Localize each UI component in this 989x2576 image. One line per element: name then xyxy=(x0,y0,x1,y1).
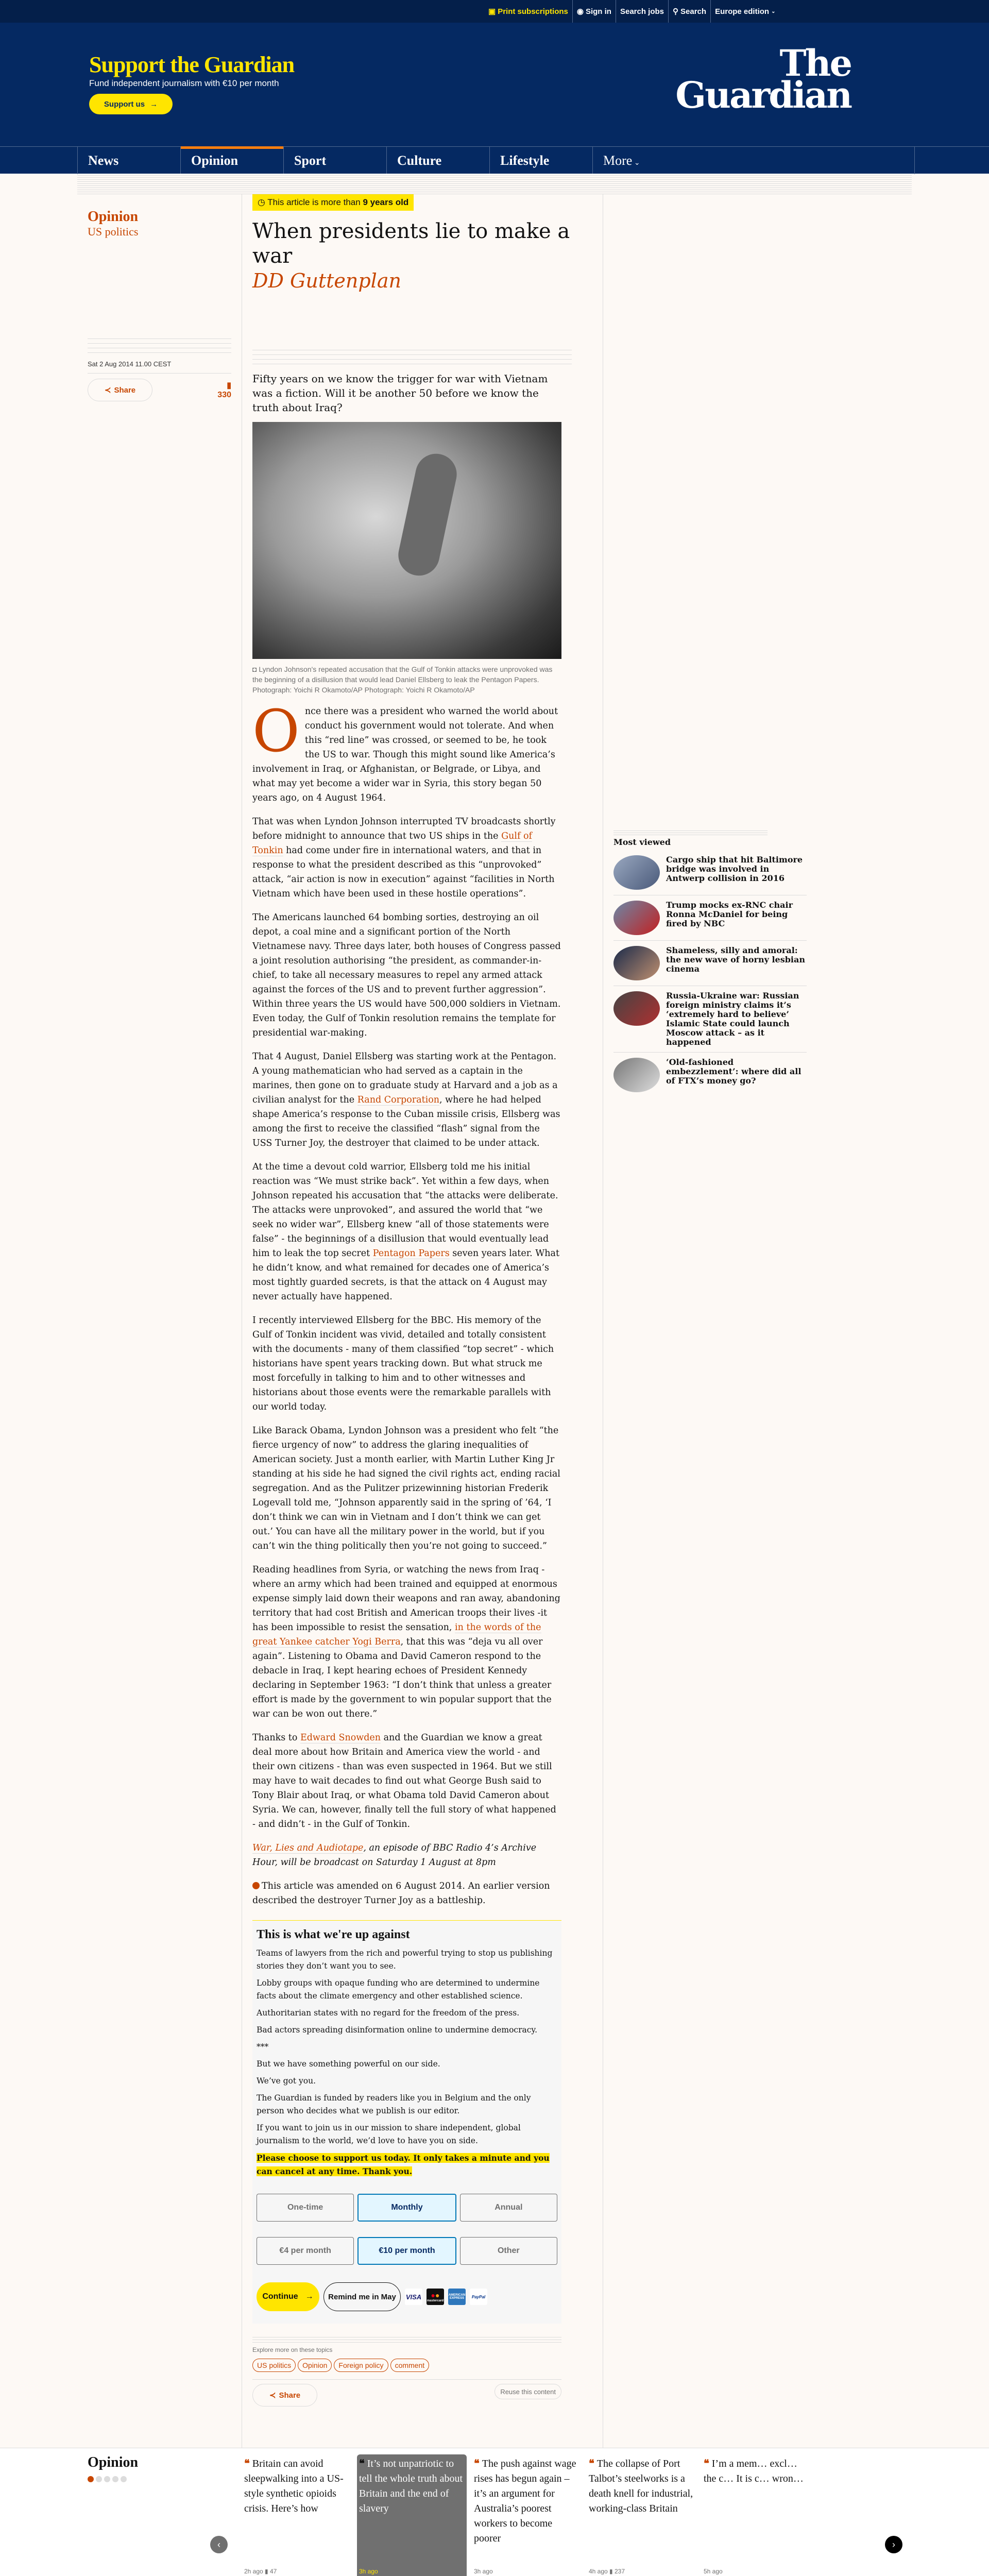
carousel-card[interactable] xyxy=(702,2454,811,2576)
epic-paragraph: Bad actors spreading disinformation online to undermine democracy. xyxy=(257,2025,538,2035)
onward-content xyxy=(0,2448,989,2576)
article-meta-column xyxy=(77,194,242,2448)
divider xyxy=(77,174,912,194)
tag-us-politics[interactable]: US politics xyxy=(252,2359,296,2372)
epic-heading: This is what we're up against xyxy=(257,1928,410,1941)
paragraph: I recently interviewed Ellsberg for the BBC. His memory of the Gulf of Tonkin incident was vivid, detailed and totally consistent with the documents - many of them classified “top secret” - which historians have spent years tracking down. But what struck me most forcefully in talking to him and to other witnesses and historians about those events were the remarkable parallels with our world today. xyxy=(252,1315,554,1412)
most-viewed-item[interactable]: Russia-Ukraine war: Russian foreign ministry claims it’s ‘extremely hard to believe’ Islamic State could launch Moscow attack – as it happened xyxy=(613,986,807,1053)
thumbnail-image xyxy=(613,855,660,890)
drop-cap: O xyxy=(252,698,300,765)
clock-icon: ◷ xyxy=(258,197,265,207)
card-headline: ❝ Britain can avoid sleepwalking into a US-style synthetic opioids crisis. Here’s how xyxy=(244,2458,344,2514)
epic-paragraph: Authoritarian states with no regard for the freedom of the press. xyxy=(257,2008,520,2018)
comment-icon: ▮ xyxy=(265,2568,268,2575)
carousel-title: Opinion xyxy=(88,2454,139,2470)
thumbnail-image xyxy=(613,1058,660,1092)
main-image xyxy=(252,422,561,659)
article-body xyxy=(252,698,572,1908)
nav-item-culture[interactable]: Culture xyxy=(387,147,490,174)
card-headline: ❝ It’s not unpatriotic to tell the whole truth about Britain and the end of slavery xyxy=(359,2458,463,2514)
epic-highlight: Please choose to support us today. It only takes a minute and you can cancel at any time. Thank you. xyxy=(257,2153,550,2176)
card-meta: 3h ago xyxy=(359,2568,378,2575)
link-war-lies-audiotape[interactable]: War, Lies and Audiotape xyxy=(252,1843,364,1853)
most-viewed-item[interactable]: Trump mocks ex-RNC chair Ronna McDaniel for being fired by NBC xyxy=(613,895,807,941)
nav-item-more[interactable]: More ⌄ xyxy=(603,153,640,168)
quote-icon: ❝ xyxy=(474,2458,482,2469)
paypal-icon: PayPal xyxy=(470,2289,487,2305)
standfirst: Fifty years on we know the trigger for war with Vietnam was a fiction. Will it be another 50 before we know the truth about Iraq? xyxy=(252,372,548,414)
link-gulf-of-tonkin[interactable]: Gulf of Tonkin xyxy=(252,831,532,856)
paragraph: The Americans launched 64 bombing sorties, destroying an oil depot, a coal mine and a significant portion of the North Vietnamese navy. Three days later, both houses of Congress passed a joint resolution authorising “the president, as commander-in-chief, to take all necessary measures to repel any armed attack against the forces of the US and to prevent further aggression”. Within three years the US would have 500,000 soldiers in Vietnam. Even today, the Gulf of Tonkin resolution remains the template for presidential war-making. xyxy=(252,912,561,1038)
carousel-card[interactable] xyxy=(472,2454,582,2576)
amount-4[interactable]: €4 per month xyxy=(257,2237,354,2265)
visa-icon: VISA xyxy=(405,2289,422,2305)
tag-opinion[interactable]: Opinion xyxy=(298,2359,332,2372)
carousel-prev-button[interactable]: ‹ xyxy=(210,2536,228,2553)
epic-paragraph: We’ve got you. xyxy=(257,2076,316,2086)
comment-count-link[interactable]: ▮ 330 xyxy=(217,381,231,399)
series-label[interactable]: US politics xyxy=(88,225,139,238)
headline: When presidents lie to make a war xyxy=(252,219,570,268)
masthead xyxy=(0,23,989,146)
most-viewed-item[interactable]: ‘Old-fashioned embezzlement’: where did all of FTX’s money go? xyxy=(613,1053,807,1097)
comment-icon: ▮ xyxy=(609,2568,613,2575)
arrow-right-icon: → xyxy=(150,99,158,109)
most-viewed-item[interactable]: Cargo ship that hit Baltimore bridge was involved in Antwerp collision in 2016 xyxy=(613,850,807,895)
search-link[interactable]: ⚲ Search xyxy=(668,0,710,23)
page-dot[interactable] xyxy=(121,2476,127,2482)
paragraph: Thanks to Edward Snowden and the Guardian we know a great deal more about how Britain and America view the world - and their own citizens - than was even suspected in 1964. But we still may have to wait decades to find out what George Bush said to Tony Blair about Iraq, or what Obama told David Cameron about Syria. We can, however, finally tell the full story of what happened - and didn’t - in the Gulf of Tonkin. xyxy=(252,1733,556,1829)
link-pentagon-papers[interactable]: Pentagon Papers xyxy=(372,1248,450,1259)
page-dot[interactable] xyxy=(88,2476,94,2482)
camera-icon: ◘ xyxy=(252,665,257,673)
thumbnail-image xyxy=(613,946,660,980)
support-us-button[interactable]: Support us → xyxy=(89,94,173,114)
carousel-cards xyxy=(242,2454,840,2576)
paragraph: Once there was a president who warned the world about conduct his government would not tolerate. And when this “red line” was crossed, or seemed to be, he took the US to war. Though this might sound like America’s involvement in Iraq, or Afghanistan, or Belgrade, or Libya, and what may yet become a wider war in Syria, this story began 50 years ago, on 4 August 1964. xyxy=(252,698,558,803)
byline-author[interactable]: DD Guttenplan xyxy=(252,269,401,292)
chevron-down-icon: ⌄ xyxy=(771,8,776,14)
explore-label: Explore more on these topics xyxy=(252,2346,333,2353)
epic-paragraph: Lobby groups with opaque funding who are determined to undermine facts about the climate emergency and other established science. xyxy=(257,1978,540,2001)
divider xyxy=(613,829,768,835)
reuse-content-button[interactable]: Reuse this content xyxy=(494,2384,561,2399)
top-bar xyxy=(0,0,989,23)
card-headline: ❝ The push against wage rises has begun again – it’s an argument for Australia’s poorest workers to become poorer xyxy=(474,2458,576,2544)
card-meta: 5h ago xyxy=(704,2568,723,2575)
quote-icon: ❝ xyxy=(589,2458,597,2469)
quote-icon: ❝ xyxy=(244,2458,252,2469)
share-icon: ≺ xyxy=(104,386,111,395)
quote-icon: ❝ xyxy=(359,2458,367,2469)
epic-paragraph: *** xyxy=(257,2042,269,2052)
support-epic xyxy=(252,1920,561,2324)
opinion-carousel xyxy=(77,2448,912,2576)
guardian-logo[interactable]: The Guardian xyxy=(675,42,851,116)
thumbnail-image xyxy=(613,901,660,935)
newspaper-icon: ▣ xyxy=(488,7,496,16)
link-yogi-berra[interactable]: in the words of the great Yankee catcher Yogi Berra xyxy=(252,1622,541,1647)
carousel-card[interactable] xyxy=(587,2454,696,2576)
dateline: Sat 2 Aug 2014 11.00 CEST xyxy=(88,353,231,374)
article-body-column xyxy=(242,194,572,2448)
tag-foreign-policy[interactable]: Foreign policy xyxy=(334,2359,388,2372)
chevron-down-icon: ⌄ xyxy=(632,159,640,167)
paragraph: At the time a devout cold warrior, Ellsberg told me his initial reaction was “We must strike back”. Yet within a few days, when Johnson repeated his accusation that “the attacks were deliberate. The attacks were unprovoked”, and assured the world that “we seek no wider war”, Ellsberg knew “all of those statements were false” - the beginnings of a disillusion that would eventually lead him to leak the top secret Pentagon Papers seven years later. What he didn’t know, and what remained for decades one of America’s most tightly guarded secrets, is that the attack on 4 August may never actually have happened. xyxy=(252,1162,559,1302)
share-icon: ≺ xyxy=(269,2391,276,2400)
mastercard-icon: ●● mastercard xyxy=(427,2289,444,2305)
amount-other[interactable]: Other xyxy=(460,2237,557,2265)
frequency-monthly[interactable]: Monthly xyxy=(357,2194,456,2222)
search-jobs-link[interactable]: Search jobs xyxy=(616,0,668,23)
tag-comment[interactable]: comment xyxy=(390,2359,430,2372)
share-button-bottom[interactable]: ≺ Share xyxy=(252,2384,317,2406)
amount-selector xyxy=(257,2237,557,2265)
nav-item-lifestyle[interactable]: Lifestyle xyxy=(490,147,593,174)
epic-paragraph: The Guardian is funded by readers like you in Belgium and the only person who decides what we publish is our editor. xyxy=(257,2093,531,2115)
card-headline: ❝ I’m a mem… excl… the c… It is c… wron… xyxy=(704,2458,804,2484)
image-caption: ◘ Lyndon Johnson's repeated accusation that the Gulf of Tonkin attacks were unprovoked was the beginning of a disillusion that would lead Daniel Ellsberg to leak the Pentagon Papers. Photograph: Yoichi R Okamoto/AP Photograph: Yoichi R Okamoto/AP xyxy=(252,665,553,694)
most-viewed-item[interactable]: Shameless, silly and amoral: the new wave of horny lesbian cinema xyxy=(613,941,807,986)
frequency-annual[interactable]: Annual xyxy=(460,2194,557,2222)
bullet-icon xyxy=(252,1882,260,1889)
support-title: Support the Guardian xyxy=(89,52,295,77)
divider xyxy=(252,2335,561,2343)
carousel-pagination xyxy=(88,2476,242,2482)
carousel-card[interactable] xyxy=(357,2454,467,2576)
thumbnail-image xyxy=(613,991,660,1026)
epic-paragraph: But we have something powerful on our side. xyxy=(257,2059,440,2069)
topic-tags xyxy=(252,2359,561,2380)
page-dot[interactable] xyxy=(112,2476,118,2482)
link-rand-corporation[interactable]: Rand Corporation xyxy=(357,1095,440,1105)
search-icon: ⚲ xyxy=(673,7,679,16)
paragraph: Like Barack Obama, Lyndon Johnson was a president who felt “the fierce urgency of now” to address the glaring inequalities of American society. Just a month earlier, with Martin Luther King Jr standing at his side he had signed the civil rights act, ending racial segregation. And as the Pulitzer prizewinning historian Frederik Logevall told me, “Johnson apparently said in the spring of ’64, ‘I don’t think we can win in Vietnam and I don’t think we can get out.’ You can have all the military power in the world, but if you can’t win the thing politically then you’re not going to succeed.” xyxy=(252,1426,560,1551)
divider xyxy=(252,346,572,364)
remind-me-button[interactable]: Remind me in May xyxy=(323,2282,401,2311)
carousel-card[interactable] xyxy=(242,2454,352,2576)
article-age-badge: ◷ This article is more than 9 years old xyxy=(252,194,414,211)
nav-item-opinion[interactable]: Opinion xyxy=(181,147,284,174)
frequency-selector xyxy=(257,2194,557,2222)
arrow-right-icon: → xyxy=(305,2292,314,2301)
card-headline: ❝ The collapse of Port Talbot’s steelworks is a death knell for industrial, working-class Britain xyxy=(589,2458,693,2514)
paragraph: War, Lies and Audiotape, an episode of BBC Radio 4’s Archive Hour, will be broadcast on Saturday 1 August at 8pm xyxy=(252,1843,537,1868)
user-icon: ◉ xyxy=(576,7,584,16)
print-subscriptions-link[interactable]: ▣ Print subscriptions xyxy=(488,7,568,16)
card-meta: 2h ago ▮ 47 xyxy=(244,2568,277,2575)
nav-item-news[interactable]: News xyxy=(78,147,181,174)
nav-item-sport[interactable]: Sport xyxy=(284,147,387,174)
divider xyxy=(88,334,231,353)
support-subtitle: Fund independent journalism with €10 per month xyxy=(89,78,279,88)
page-dot[interactable] xyxy=(96,2476,102,2482)
section-label[interactable]: Opinion xyxy=(88,209,139,225)
amendment-note: This article was amended on 6 August 2014. An earlier version described the destroyer Turner Joy as a battleship. xyxy=(252,1881,550,1906)
carousel-next-button[interactable]: › xyxy=(885,2536,902,2553)
edition-selector[interactable]: Europe edition ⌄ xyxy=(710,0,779,23)
epic-paragraph: Teams of lawyers from the rich and powerful trying to stop us publishing stories they don’t want you to see. xyxy=(257,1948,553,1971)
amex-icon: AMERICAN EXPRESS xyxy=(448,2289,466,2305)
link-edward-snowden[interactable]: Edward Snowden xyxy=(300,1733,381,1743)
epic-paragraph: If you want to join us in our mission to share independent, global journalism to the world, we’d love to have you on side. xyxy=(257,2123,521,2145)
paragraph: That was when Lyndon Johnson interrupted TV broadcasts shortly before midnight to announce that two US ships in the Gulf of Tonkin had come under fire in international waters, and that in response to what the president described as this “unprovoked” attack, “air action is now in execution” against “facilities in North Vietnam which have been used in these hostile operations”. xyxy=(252,817,556,899)
most-viewed-title: Most viewed xyxy=(613,837,671,847)
page-dot[interactable] xyxy=(104,2476,110,2482)
share-button[interactable]: ≺ Share xyxy=(88,379,152,401)
paragraph: That 4 August, Daniel Ellsberg was starting work at the Pentagon. A young mathematician who had served as a captain in the marines, then gone on to graduate study at Harvard and a job as a civilian analyst for the Rand Corporation, where he had helped shape America’s response to the Cuban missile crisis, Ellsberg was among the first to receive the classified “flash” signal from the USS Turner Joy, the destroyer that claimed to be under attack. xyxy=(252,1052,560,1148)
main-nav xyxy=(0,146,989,174)
comment-icon: ▮ xyxy=(227,381,231,390)
card-meta: 3h ago xyxy=(474,2568,493,2575)
quote-icon: ❝ xyxy=(704,2458,712,2469)
right-column xyxy=(603,194,806,2448)
continue-button[interactable]: Continue → xyxy=(257,2282,319,2311)
amount-10[interactable]: €10 per month xyxy=(357,2237,456,2265)
sign-in-link[interactable]: ◉ Sign in xyxy=(572,0,616,23)
frequency-one-time[interactable]: One-time xyxy=(257,2194,354,2222)
card-meta: 4h ago ▮ 237 xyxy=(589,2568,625,2575)
paragraph: Reading headlines from Syria, or watching the news from Iraq - where an army which had been trained and equipped at enormous expense simply laid down their weapons and ran away, abandoning territory that had cost British and American troops their lives -it has been impossible to resist the sensation, in the words of the great Yankee catcher Yogi Berra, that this was “deja vu all over again”. Listening to Obama and David Cameron respond to the debacle in Iraq, I kept hearing echoes of President Kennedy declaring in September 1963: “I don’t think that unless a greater effort is made by the government to win popular support that the war can be won out there.” xyxy=(252,1565,560,1719)
